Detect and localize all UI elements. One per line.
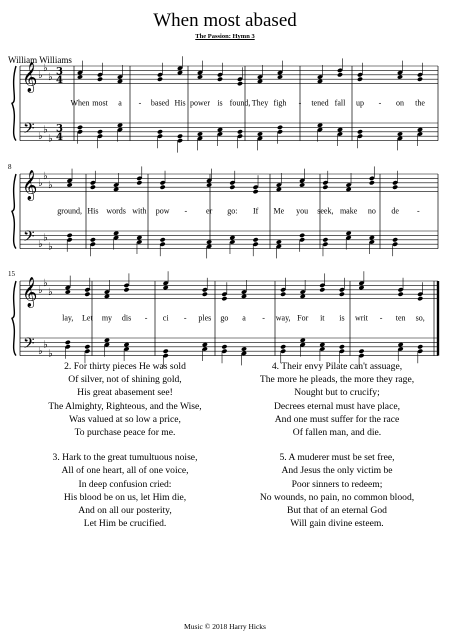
lyric-syllable: a — [242, 313, 246, 323]
flat-icon: ♭ — [38, 239, 43, 251]
time-signature-top: 3 — [56, 123, 63, 135]
bass-note — [123, 342, 129, 347]
lyric-syllable: fall — [334, 98, 346, 108]
bass-note — [417, 127, 423, 132]
bass-note — [206, 239, 212, 244]
lyric-syllable: - — [144, 313, 148, 323]
verse-line: 2. For thirty pieces He was sold — [64, 361, 186, 372]
verse-line: No wounds, no pain, no common blood, — [259, 491, 415, 503]
lyric-syllable: They — [251, 98, 269, 108]
treble-note — [277, 74, 283, 79]
treble-note — [417, 296, 423, 301]
bass-note — [317, 123, 323, 128]
treble-note — [65, 289, 71, 294]
lyric-syllable: er — [206, 206, 213, 216]
verse-line: Nought but to crucify; — [294, 387, 380, 399]
treble-note — [113, 187, 119, 192]
bass-note — [217, 127, 223, 132]
flat-icon: ♭ — [43, 278, 48, 290]
lyric-syllable: ten — [395, 313, 406, 323]
lyric-syllable: - — [417, 206, 420, 216]
time-signature-bottom: 4 — [56, 132, 63, 144]
bass-note — [398, 342, 404, 347]
verse-line: His great abasement see! — [77, 387, 173, 399]
treble-note — [358, 285, 364, 290]
treble-note — [117, 79, 123, 84]
treble-note — [339, 292, 345, 297]
lyric-syllable: go: — [227, 206, 238, 216]
flat-icon: ♭ — [48, 348, 53, 360]
bass-note — [177, 134, 183, 139]
lyric-syllable: my — [101, 313, 113, 323]
lyric-syllable: - — [298, 98, 302, 108]
bass-note — [197, 131, 203, 136]
flat-icon: ♭ — [43, 171, 48, 183]
treble-note — [206, 182, 212, 187]
treble-note — [317, 79, 323, 84]
verse-line: 4. Their envy Pilate can't assuage, — [271, 361, 403, 372]
flat-icon: ♭ — [43, 63, 48, 75]
treble-note — [322, 185, 328, 190]
lyric-syllable: on — [396, 98, 404, 108]
verse-4 — [232, 360, 442, 439]
treble-note — [417, 77, 423, 82]
measure-number: 15 — [8, 270, 15, 278]
bass-note — [97, 129, 103, 134]
treble-note — [280, 292, 286, 297]
treble-note — [202, 292, 208, 297]
flat-icon: ♭ — [38, 69, 43, 81]
lyric-syllable: ground, — [57, 206, 82, 216]
lyric-syllable: tened — [311, 98, 329, 108]
lyric-syllable: Me — [273, 206, 285, 216]
flat-icon: ♭ — [43, 232, 48, 244]
bass-note — [299, 233, 305, 238]
lyric-syllable: pow — [155, 206, 170, 216]
flat-icon: ♭ — [38, 177, 43, 189]
lyric-syllable: is — [217, 98, 223, 108]
treble-note — [84, 292, 90, 297]
bass-note — [136, 235, 142, 240]
lyric-syllable: For — [297, 313, 309, 323]
treble-note — [163, 285, 169, 290]
bass-clef-icon: 𝄢 — [23, 228, 35, 250]
bass-note — [337, 127, 343, 132]
treble-note — [67, 182, 73, 187]
treble-note — [104, 294, 110, 299]
bass-note — [163, 349, 169, 354]
treble-note — [397, 74, 403, 79]
verse-line: The Almighty, Righteous, and the Wise, — [48, 400, 202, 412]
treble-note — [90, 185, 96, 190]
bass-note — [358, 349, 364, 354]
flat-icon: ♭ — [48, 287, 53, 298]
treble-clef-icon: 𝄞 — [22, 170, 38, 201]
treble-note — [241, 294, 247, 299]
treble-note — [197, 74, 203, 79]
lyric-syllable: seek, — [317, 206, 334, 216]
verse-line: Was valued at so low a price, — [69, 413, 181, 425]
composer-credit: William Williams — [8, 55, 72, 65]
lyric-syllable: the — [415, 98, 425, 108]
lyric-syllable: go — [220, 313, 229, 323]
lyric-syllable: His — [87, 206, 99, 216]
treble-note — [398, 292, 404, 297]
bass-note — [65, 340, 71, 345]
bass-note — [229, 235, 235, 240]
lyric-syllable: way, — [275, 313, 291, 323]
verse-line: The more he pleads, the more they rage, — [259, 374, 415, 386]
lyric-syllable: ples — [198, 313, 212, 323]
lyric-syllable: figh — [273, 98, 287, 108]
treble-note — [300, 294, 306, 299]
bass-note — [319, 342, 325, 347]
treble-note — [136, 180, 142, 185]
treble-note — [369, 180, 375, 185]
treble-note — [123, 287, 129, 292]
verse-3 — [20, 451, 230, 530]
verse-line: In deep confusion cried: — [78, 478, 172, 490]
treble-clef-icon: 𝄞 — [22, 62, 38, 93]
staff-brace — [12, 66, 16, 141]
treble-note — [217, 77, 223, 82]
bass-note — [357, 129, 363, 134]
staff-brace — [12, 281, 16, 356]
treble-note — [157, 77, 163, 82]
lyric-syllable: no — [367, 206, 376, 216]
treble-note — [299, 182, 305, 187]
bass-note — [67, 233, 73, 238]
flat-icon: ♭ — [48, 180, 53, 191]
bass-note — [90, 237, 96, 242]
bass-note — [397, 131, 403, 136]
time-signature-bottom: 4 — [56, 75, 63, 87]
lyric-syllable: is — [339, 313, 345, 323]
lyric-syllable: Let — [82, 313, 93, 323]
bass-note — [160, 237, 166, 242]
lyric-syllable: If — [252, 206, 259, 216]
lyric-syllable: - — [378, 98, 382, 108]
flat-icon: ♭ — [48, 241, 53, 253]
lyric-syllable: power — [190, 98, 210, 108]
bass-note — [77, 125, 83, 130]
lyric-syllable: When — [70, 98, 90, 108]
verse-2 — [20, 360, 230, 439]
lyric-syllable: - — [138, 98, 142, 108]
bass-note — [300, 338, 306, 343]
verse-line: And on all our posterity, — [78, 505, 172, 517]
treble-note — [229, 185, 235, 190]
bass-note — [253, 237, 259, 242]
treble-note — [257, 79, 263, 84]
lyric-syllable: de — [391, 206, 399, 216]
bass-clef-icon: 𝄢 — [23, 120, 35, 142]
verse-line: Of silver, not of shining gold, — [68, 374, 182, 386]
verse-line: 3. Hark to the great tumultuous noise, — [52, 452, 198, 464]
verse-line: All of one heart, all of one voice, — [61, 465, 189, 477]
flat-icon: ♭ — [48, 133, 53, 145]
page-title: When most abased — [153, 10, 297, 31]
treble-note — [237, 81, 243, 86]
verse-line: Decrees eternal must have place, — [274, 400, 400, 412]
staff-brace — [12, 174, 16, 249]
bass-note — [280, 344, 286, 349]
time-signature-top: 3 — [56, 66, 63, 78]
flat-icon: ♭ — [43, 339, 48, 351]
bass-note — [346, 231, 352, 236]
verse-line: But that of an eternal God — [287, 505, 387, 517]
treble-note — [392, 185, 398, 190]
verse-line: And one must suffer for the race — [274, 413, 400, 425]
bass-note — [369, 235, 375, 240]
lyric-syllable: based — [150, 98, 170, 108]
lyric-syllable: you — [296, 206, 309, 216]
hymn-subtitle: The Passion: Hymn 3 — [195, 33, 255, 40]
verse-5 — [232, 451, 442, 530]
lyric-syllable: make — [339, 206, 358, 216]
verse-line: Poor sinners to redeem; — [291, 478, 383, 490]
verse-line: Of fallen man, and die. — [292, 427, 382, 439]
flat-icon: ♭ — [48, 72, 53, 83]
verse-line: 5. A muderer must be set free, — [279, 452, 395, 464]
lyric-syllable: words — [106, 206, 126, 216]
bass-note — [202, 342, 208, 347]
lyric-syllable: a — [118, 98, 122, 108]
bass-note — [257, 131, 263, 136]
lyric-syllable: - — [183, 313, 187, 323]
bass-note — [157, 129, 163, 134]
lyric-syllable: most — [92, 98, 108, 108]
lyric-syllable: ci — [162, 313, 169, 323]
treble-note — [357, 77, 363, 82]
treble-note — [160, 185, 166, 190]
verses-right-column — [232, 360, 442, 542]
bass-note — [322, 237, 328, 242]
flat-icon: ♭ — [38, 284, 43, 296]
bass-note — [392, 237, 398, 242]
verse-line: His blood be on us, let Him die, — [63, 491, 187, 503]
lyric-syllable: - — [379, 313, 383, 323]
verse-line: And Jesus the only victim be — [281, 465, 393, 477]
treble-note — [221, 296, 227, 301]
treble-clef-icon: 𝄞 — [22, 277, 38, 308]
bass-note — [417, 344, 423, 349]
flat-icon: ♭ — [43, 124, 48, 136]
bass-note — [104, 338, 110, 343]
lyric-syllable: it — [320, 313, 325, 323]
bass-note — [277, 125, 283, 130]
treble-note — [319, 287, 325, 292]
treble-note — [77, 74, 83, 79]
treble-note — [253, 189, 259, 194]
bass-note — [113, 231, 119, 236]
treble-note — [97, 77, 103, 82]
verse-line: To purchase peace for me. — [74, 427, 176, 439]
bass-clef-icon: 𝄢 — [23, 335, 35, 357]
flat-icon: ♭ — [38, 131, 43, 143]
lyric-syllable: with — [132, 206, 147, 216]
treble-note — [276, 187, 282, 192]
verse-line: Will gain divine esteem. — [290, 518, 384, 530]
bass-note — [237, 129, 243, 134]
lyric-syllable: up — [356, 98, 364, 108]
lyric-syllable: His — [174, 98, 186, 108]
bass-note — [84, 344, 90, 349]
lyric-syllable: writ — [355, 313, 368, 323]
bass-note — [276, 239, 282, 244]
lyric-syllable: - — [184, 206, 188, 216]
bass-note — [241, 346, 247, 351]
lyric-syllable: so, — [415, 313, 425, 323]
verses-left-column — [20, 360, 230, 542]
bass-note — [339, 344, 345, 349]
measure-number: 8 — [8, 163, 12, 171]
bass-note — [221, 344, 227, 349]
lyric-syllable: - — [262, 313, 265, 323]
flat-icon: ♭ — [38, 346, 43, 358]
lyric-syllable: lay, — [62, 313, 74, 323]
treble-note — [337, 72, 343, 77]
lyric-syllable: found, — [229, 98, 251, 108]
treble-note — [177, 70, 183, 75]
music-credit-footer: Music © 2018 Harry Hicks — [184, 622, 266, 631]
treble-note — [346, 187, 352, 192]
bass-note — [117, 123, 123, 128]
lyric-syllable: dis — [121, 313, 132, 323]
verse-line: Let Him be crucified. — [83, 518, 167, 530]
